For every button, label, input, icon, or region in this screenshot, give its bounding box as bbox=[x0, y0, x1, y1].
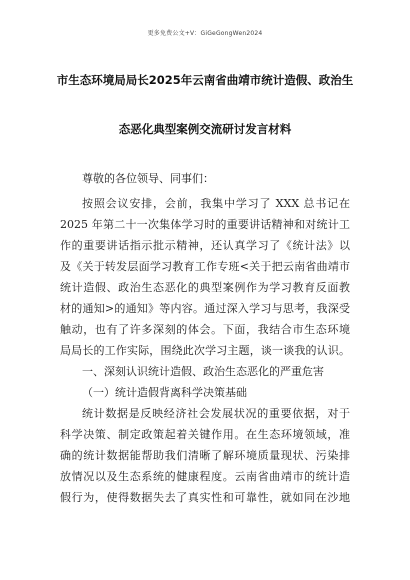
paragraph-line: 科学决策、制定政策起着关键作用。在生态环境领域，准 bbox=[60, 428, 350, 441]
paragraph-line: 放情况以及生态系统的健康程度。云南省曲靖市的统计造 bbox=[60, 470, 350, 483]
document-title-line-1: 市生态环境局局长2025年云南省曲靖市统计造假、政治生 bbox=[56, 73, 354, 87]
subsection-heading: （一）统计造假背离科学决策基础 bbox=[82, 386, 247, 399]
paragraph-line: 统计造假、政治生态恶化的典型案例作为学习教育反面教 bbox=[60, 281, 350, 294]
paragraph-line: 确的统计数据能帮助我们清晰了解环境质量现状、污染排 bbox=[60, 449, 350, 462]
header-watermark: 更多免费公文+V：GiGeGongWen2024 bbox=[147, 30, 263, 37]
paragraph-line: 统计数据是反映经济社会发展状况的重要依据，对于 bbox=[82, 407, 350, 420]
paragraph-line: 及《关于转发层面学习教育工作专班<关于把云南省曲靖市 bbox=[60, 260, 350, 273]
paragraph-line: 按照会议安排，会前，我集中学习了 XXX 总书记在 bbox=[82, 197, 350, 210]
paragraph-line: 局局长的工作实际，围绕此次学习主题，谈一谈我的认识。 bbox=[60, 344, 350, 357]
paragraph-line: 材的通知>的通知》等内容。通过深入学习与思考，我深受 bbox=[60, 302, 350, 315]
section-heading: 一、深刻认识统计造假、政治生态恶化的严重危害 bbox=[82, 365, 324, 378]
paragraph-line: 作的重要讲话指示批示精神，还认真学习了《统计法》以 bbox=[60, 239, 350, 252]
paragraph-line: 触动，也有了许多深刻的体会。下面，我结合市生态环境 bbox=[60, 323, 350, 336]
document-title-line-2: 态恶化典型案例交流研讨发言材料 bbox=[118, 122, 292, 136]
paragraph-line: 假行为，使得数据失去了真实性和可靠性，就如同在沙地 bbox=[60, 491, 350, 504]
paragraph-line: 2025 年第二十一次集体学习时的重要讲话精神和对统计工 bbox=[60, 218, 350, 231]
salutation: 尊敬的各位领导、同事们： bbox=[82, 172, 214, 185]
